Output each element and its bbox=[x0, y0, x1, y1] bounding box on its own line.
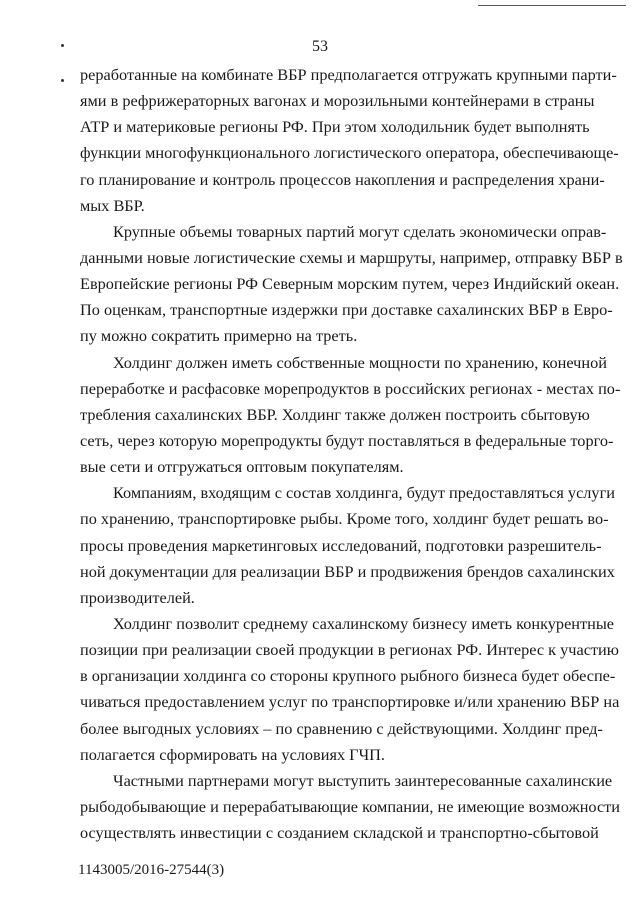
text-line: пу можно сократить примерно на треть. bbox=[80, 326, 358, 346]
text-line: переработке и расфасовке морепродуктов в российских регионах - местах по- bbox=[80, 378, 621, 398]
text-line: полагается сформировать на условиях ГЧП. bbox=[80, 744, 385, 764]
text-line: ями в рефрижераторных вагонах и морозильными контейнерами в страны bbox=[80, 91, 595, 111]
text-line: более выгодных условиях – по сравнению с действующими. Холдинг пред- bbox=[80, 718, 603, 738]
text-line: требления сахалинских ВБР. Холдинг также должен построить сбытовую bbox=[80, 404, 590, 424]
page-number: 53 bbox=[312, 38, 328, 55]
text-line: данными новые логистические схемы и маршруты, например, отправку ВБР в bbox=[80, 247, 623, 267]
body-text bbox=[80, 62, 623, 846]
text-line: позиции при реализации своей продукции в регионах РФ. Интерес к участию bbox=[80, 640, 619, 660]
text-line: Частными партнерами могут выступить заинтересованные сахалинские bbox=[113, 770, 613, 790]
top-rule bbox=[478, 5, 626, 6]
text-line: просы проведения маркетинговых исследований, подготовки разрешитель- bbox=[80, 535, 602, 555]
text-line: АТР и материковые регионы РФ. При этом холодильник будет выполнять bbox=[80, 117, 590, 137]
text-line: Компаниям, входящим с состав холдинга, будут предоставляться услуги bbox=[113, 483, 615, 503]
text-line: ной документации для реализации ВБР и продвижения брендов сахалинских bbox=[80, 561, 615, 581]
text-line: сеть, через которую морепродукты будут поставляться в федеральные торго- bbox=[80, 430, 614, 450]
text-line: По оценкам, транспортные издержки при доставке сахалинских ВБР в Евро- bbox=[80, 300, 613, 320]
text-line: Холдинг должен иметь собственные мощности по хранению, конечной bbox=[113, 352, 607, 372]
text-line: по хранению, транспортировке рыбы. Кроме того, холдинг будет решать во- bbox=[80, 509, 609, 529]
text-line: осуществлять инвестиции с созданием складской и транспортно-сбытовой bbox=[80, 823, 599, 843]
text-line: вые сети и отгружаться оптовым покупателям. bbox=[80, 457, 404, 477]
text-line: Европейские регионы РФ Северным морским путем, через Индийский океан. bbox=[80, 274, 620, 294]
text-line: го планирование и контроль процессов накопления и распределения храни- bbox=[80, 169, 605, 189]
margin-speck bbox=[61, 79, 64, 82]
text-line: мых ВБР. bbox=[80, 195, 145, 215]
text-line: функции многофункционального логистического оператора, обеспечивающе- bbox=[80, 143, 619, 163]
text-line: Крупные объемы товарных партий могут сделать экономически оправ- bbox=[113, 221, 607, 241]
text-line: производителей. bbox=[80, 587, 195, 607]
text-line: чиваться предоставлением услуг по транспортировке и/или хранению ВБР на bbox=[80, 692, 620, 712]
text-line: Холдинг позволит среднему сахалинскому бизнесу иметь конкурентные bbox=[113, 613, 614, 633]
text-line: рыбодобывающие и перерабатывающие компании, не имеющие возможности bbox=[80, 796, 621, 816]
document-footer-id: 1143005/2016-27544(3) bbox=[78, 862, 225, 878]
text-line: в организации холдинга со стороны крупного рыбного бизнеса будет обеспе- bbox=[80, 666, 616, 686]
text-line: реработанные на комбинате ВБР предполагается отгружать крупными парти- bbox=[80, 65, 617, 84]
